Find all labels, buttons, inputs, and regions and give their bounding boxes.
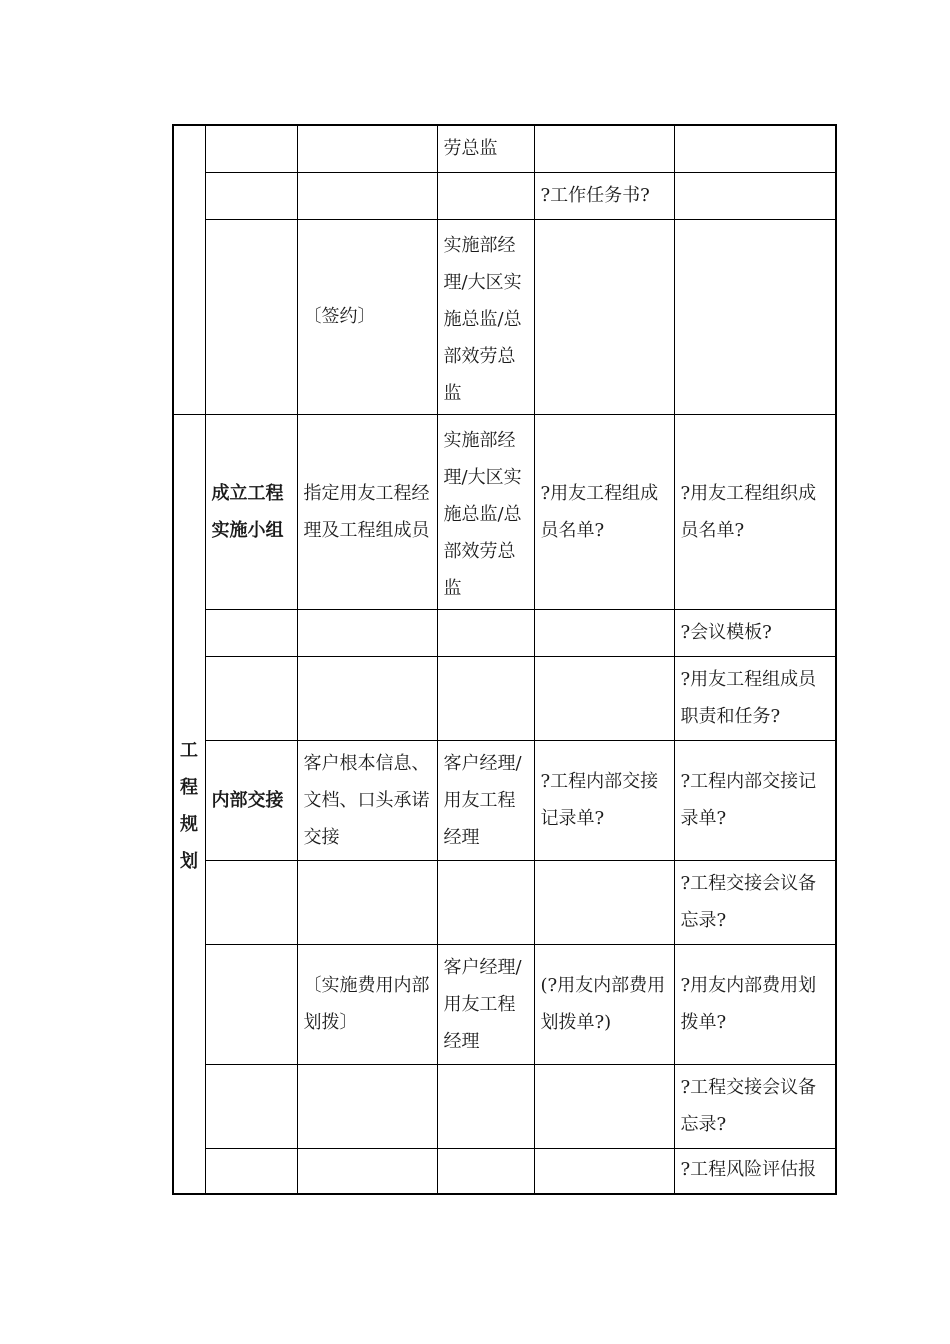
table-cell xyxy=(437,656,534,740)
table-cell: 客户根本信息、文档、口头承诺交接 xyxy=(297,740,437,860)
table-cell: ?用友内部费用划拨单? xyxy=(674,944,836,1064)
table-row xyxy=(173,609,836,656)
table-row xyxy=(173,1148,836,1194)
table-cell xyxy=(437,1148,534,1194)
table-cell xyxy=(205,219,297,414)
table-row xyxy=(173,172,836,219)
table-cell xyxy=(205,1148,297,1194)
table-cell: ?用友工程组成员职责和任务? xyxy=(674,656,836,740)
table-cell xyxy=(534,125,674,172)
table-cell: ?用友工程组织成员名单? xyxy=(674,414,836,609)
table-cell xyxy=(534,860,674,944)
table-cell: ?工程交接会议备忘录? xyxy=(674,860,836,944)
table-cell xyxy=(534,1064,674,1148)
section-title-cell xyxy=(173,414,205,1194)
table-cell xyxy=(674,219,836,414)
table-cell: ?会议模板? xyxy=(674,609,836,656)
table-row xyxy=(173,219,836,414)
table-cell xyxy=(674,125,836,172)
table-cell xyxy=(297,609,437,656)
table-row xyxy=(173,860,836,944)
table-row xyxy=(173,1064,836,1148)
table-cell xyxy=(205,125,297,172)
table-cell xyxy=(674,172,836,219)
planning-table xyxy=(172,124,837,1195)
table-cell: ?工作任务书? xyxy=(534,172,674,219)
table-cell xyxy=(297,172,437,219)
step-name-cell: 成立工程实施小组 xyxy=(205,414,297,609)
table-cell xyxy=(534,219,674,414)
table-cell xyxy=(205,172,297,219)
table-row xyxy=(173,740,836,860)
table-cell xyxy=(534,1148,674,1194)
table-cell: 〔签约〕 xyxy=(297,219,437,414)
table-cell xyxy=(297,656,437,740)
table-cell xyxy=(437,609,534,656)
table-cell xyxy=(205,656,297,740)
table-cell xyxy=(437,172,534,219)
section-title: 工程规划 xyxy=(180,740,198,873)
table-cell xyxy=(297,125,437,172)
table-cell xyxy=(205,609,297,656)
table-cell: ?工程风险评估报 xyxy=(674,1148,836,1194)
table-cell: ?用友工程组成员名单? xyxy=(534,414,674,609)
table-cell: ?工程交接会议备忘录? xyxy=(674,1064,836,1148)
table-cell: 指定用友工程经理及工程组成员 xyxy=(297,414,437,609)
table-cell xyxy=(534,656,674,740)
table-cell xyxy=(297,1148,437,1194)
table-cell: 〔实施费用内部划拨〕 xyxy=(297,944,437,1064)
table-row xyxy=(173,125,836,172)
table-row xyxy=(173,414,836,609)
table-cell: 客户经理/用友工程经理 xyxy=(437,740,534,860)
table-cell xyxy=(205,860,297,944)
table-cell: 实施部经理/大区实施总监/总部效劳总监 xyxy=(437,219,534,414)
table-cell: 劳总监 xyxy=(437,125,534,172)
table-cell xyxy=(205,1064,297,1148)
table-cell xyxy=(437,860,534,944)
table-cell xyxy=(297,1064,437,1148)
table-cell xyxy=(205,944,297,1064)
step-name-cell: 内部交接 xyxy=(205,740,297,860)
table-row xyxy=(173,656,836,740)
table-cell xyxy=(297,860,437,944)
table-cell xyxy=(437,1064,534,1148)
section-cell-blank xyxy=(173,125,205,414)
table-cell xyxy=(534,609,674,656)
table-cell: 实施部经理/大区实施总监/总部效劳总监 xyxy=(437,414,534,609)
table-cell: ?工程内部交接记录单? xyxy=(534,740,674,860)
table-cell: 客户经理/用友工程经理 xyxy=(437,944,534,1064)
table-cell: (?用友内部费用划拨单?) xyxy=(534,944,674,1064)
table-cell: ?工程内部交接记录单? xyxy=(674,740,836,860)
table-row xyxy=(173,944,836,1064)
